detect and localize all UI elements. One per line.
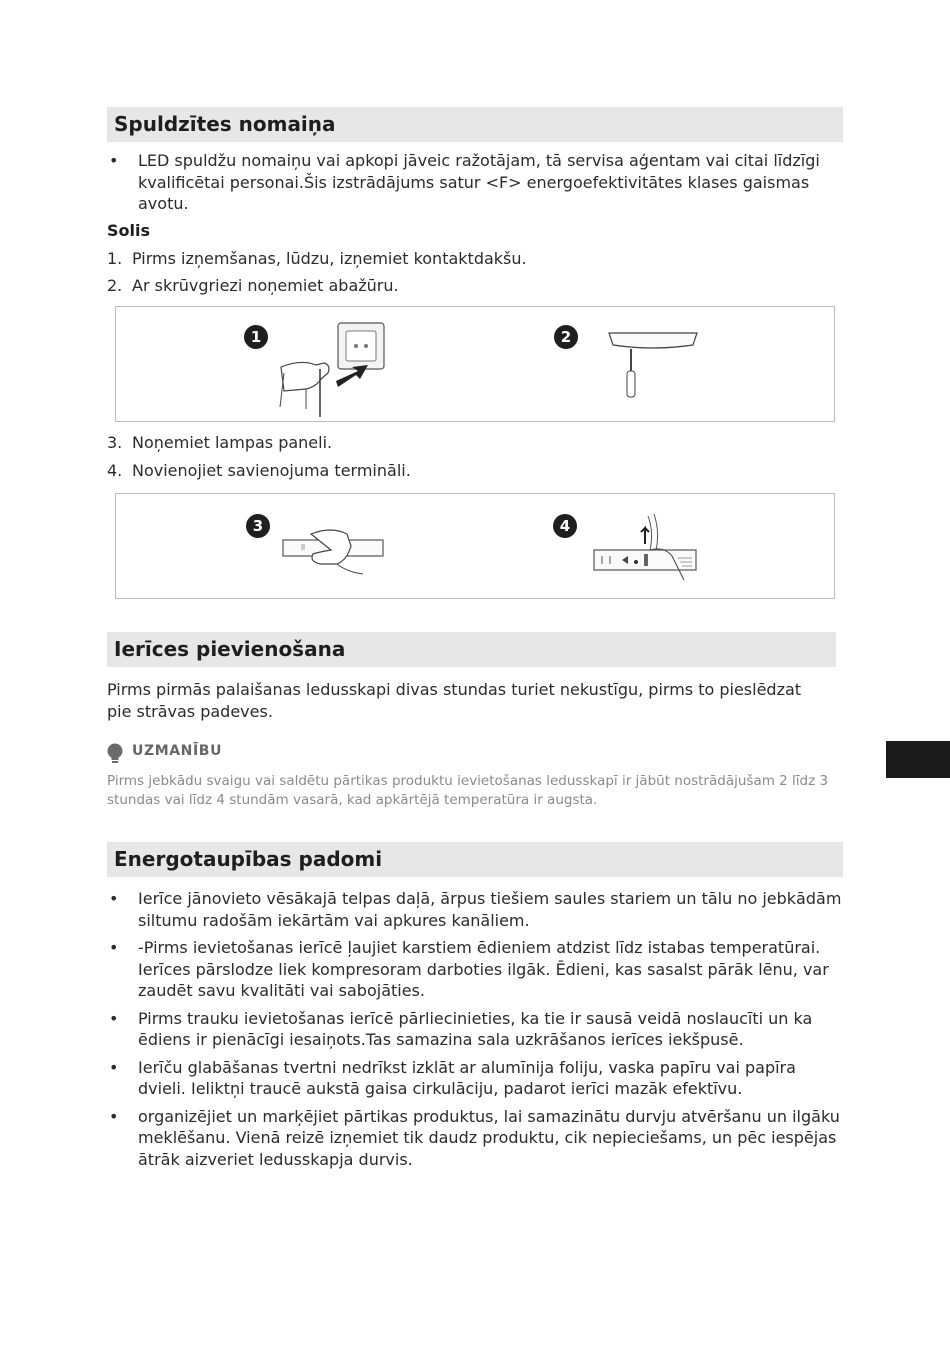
bullet-mark: • bbox=[109, 938, 119, 957]
bullet-mark: • bbox=[109, 1057, 119, 1077]
bullet-mark: • bbox=[109, 151, 119, 170]
list-item bbox=[107, 1008, 847, 1051]
connection-paragraph: Pirms pirmās palaišanas ledusskapi divas stundas turiet nekustīgu, pirms to pieslēdzat pie strāvas padeves. bbox=[107, 680, 802, 721]
bulb-replacement-bullets bbox=[107, 150, 847, 221]
step-1: 1. Pirms izņemšanas, lūdzu, izņemiet kontaktdakšu. bbox=[107, 249, 527, 268]
figure-badge-4: 4 bbox=[553, 514, 577, 538]
section-title-bulb-replacement: Spuldzītes nomaiņa bbox=[107, 107, 843, 142]
remove-panel-illustration bbox=[281, 520, 401, 590]
list-item bbox=[107, 888, 847, 931]
figure-steps-3-4 bbox=[115, 493, 835, 599]
bullet-text: Ierīce jānovieto vēsākajā telpas daļā, ārpus tiešiem saules stariem un tālu no jebkādām siltumu radošām iekārtām vai apkures kanāliem. bbox=[138, 889, 842, 930]
list-item bbox=[107, 1106, 847, 1171]
unplug-illustration bbox=[276, 317, 406, 417]
energy-saving-bullets bbox=[107, 888, 847, 1176]
disconnect-terminal-illustration bbox=[588, 510, 708, 590]
screwdriver-cover-illustration bbox=[601, 321, 711, 421]
lightbulb-icon bbox=[106, 743, 124, 765]
figure-badge-1: 1 bbox=[244, 325, 268, 349]
section-title-energy-saving: Energotaupības padomi bbox=[107, 842, 843, 877]
bullet-text: -Pirms ievietošanas ierīcē ļaujiet karstiem ēdieniem atdzist līdz istabas temperatūrai. Ierīces pārslodze liek kompresoram darboties ilgāk. Ēdieni, kas sasalst pārāk lēnu, var zaudēt savu kvalitāti vai sabojāties. bbox=[138, 938, 829, 1000]
bullet-mark: • bbox=[109, 1008, 119, 1028]
steps-title: Solis bbox=[107, 221, 151, 240]
step-3: 3. Noņemiet lampas paneli. bbox=[107, 433, 333, 452]
bullet-text: LED spuldžu nomaiņu vai apkopi jāveic ražotājam, tā servisa aģentam vai citai līdzīgi kvalificētai personai.Šis izstrādājums satur <F> energoefektivitātes klases gaismas avotu. bbox=[138, 151, 820, 213]
step-4: 4. Novienojiet savienojuma termināli. bbox=[107, 461, 411, 480]
figure-steps-1-2 bbox=[115, 306, 835, 422]
caution-title: UZMANĪBU bbox=[132, 743, 223, 759]
bullet-mark: • bbox=[109, 889, 119, 908]
step-2: 2. Ar skrūvgriezi noņemiet abažūru. bbox=[107, 276, 399, 295]
figure-badge-2: 2 bbox=[554, 325, 578, 349]
bullet-text: organizējiet un marķējiet pārtikas produktus, lai samazinātu durvju atvēršanu un ilgāku meklēšanu. Vienā reizē izņemiet tik daudz produktu, cik nepieciešams, un pēc iespējas ātrāk aizveriet ledusskapja durvis. bbox=[138, 1106, 840, 1169]
list-item bbox=[107, 150, 847, 215]
section-title-device-connection: Ierīces pievienošana bbox=[107, 632, 836, 667]
figure-badge-3: 3 bbox=[246, 514, 270, 538]
bullet-text: Pirms trauku ievietošanas ierīcē pārliecinieties, ka tie ir sausā veidā noslaucīti un ka ēdiens ir pienācīgi iesaiņots.Tas samazina sala uzkrāšanos ierīces iekšpusē. bbox=[138, 1008, 813, 1049]
list-item bbox=[107, 937, 847, 1002]
side-tab-marker bbox=[886, 741, 950, 778]
caution-text: Pirms jebkādu svaigu vai saldētu pārtikas produktu ievietošanas ledusskapī ir jābūt nostrādājušam 2 līdz 3 stundas vai līdz 4 stundām vasarā, kad apkārtējā temperatūra ir augsta. bbox=[107, 773, 829, 808]
list-item bbox=[107, 1057, 847, 1100]
bullet-text: Ierīču glabāšanas tvertni nedrīkst izklāt ar alumīnija foliju, vaska papīru vai papīra dvieli. Ieliktņi traucē aukstā gaisa cirkulāciju, padarot ierīci mazāk efektīvu. bbox=[138, 1057, 796, 1098]
bullet-mark: • bbox=[109, 1106, 119, 1126]
